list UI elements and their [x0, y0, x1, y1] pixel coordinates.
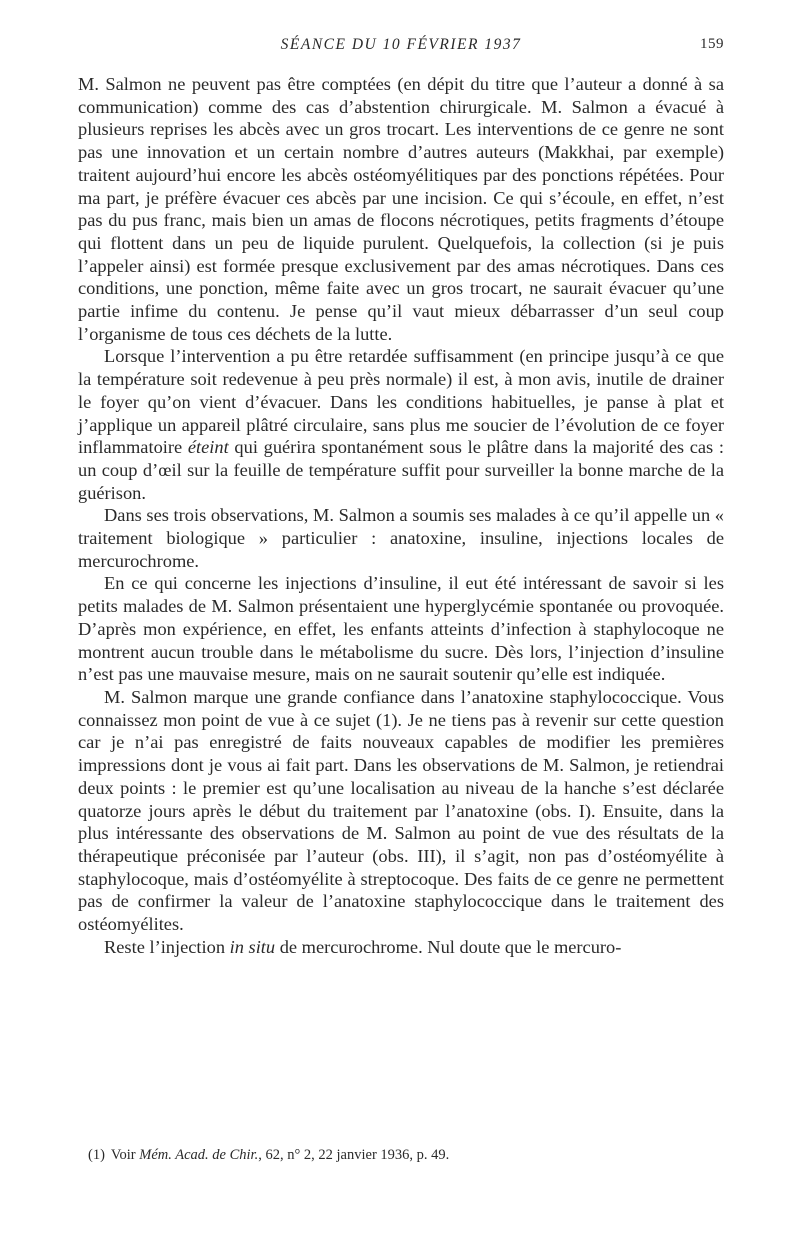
paragraph-3: Dans ses trois observations, M. Salmon a soumis ses malades à ce qu’il appelle un « traitement biologique » particulier : anatoxine, insuline, injections locales de mercurochrome. — [78, 505, 724, 571]
paragraph-1: M. Salmon ne peuvent pas être comptées (en dépit du titre que l’auteur a donné à sa communication) comme des cas d’abstention chirurgicale. M. Salmon a évacué à plusieurs reprises les abcès avec un gros trocart. Les interventions de ce genre ne sont pas une innovation et un certain nombre d’autres auteurs (Makkhai, par exemple) traitent aujourd’hui encore les abcès ostéomyélitiques par des ponctions répétées. Pour ma part, je préfère évacuer ces abcès par une incision. Ce qui s’écoule, en effet, n’est pas du pus franc, mais bien un amas de flocons nécrotiques, petits fragments d’étoupe qui flottent dans un peu de liquide purulent. Quelquefois, la collection (si je puis l’appeler ainsi) est formée presque exclusivement par des amas nécrotiques. Dans ces conditions, une ponction, même faite avec un gros trocart, ne saurait évacuer qu’une partie infime du contenu. Je pense qu’il vaut mieux débarrasser d’un seul coup l’organisme de tous ces déchets de la lutte. — [78, 74, 724, 344]
paragraph-6-part-1: Reste l’injection — [104, 936, 230, 957]
paragraph-6-part-2: de mercurochrome. Nul doute que le mercuro- — [275, 936, 622, 957]
paragraph-5: M. Salmon marque une grande confiance dans l’anatoxine staphylococcique. Vous connaissez mon point de vue à ce sujet (1). Je ne tiens pas à revenir sur cette question car je n’ai pas enregistré de faits nouveaux capables de modifier les premières impressions dont je vous ai fait part. Dans les observations de M. Salmon, je retiendrai deux points : le premier est qu’une localisation au niveau de la hanche s’est déclarée quatorze jours après le début du traitement par l’anatoxine (obs. I). Ensuite, dans la plus intéressante des observations de M. Salmon au point de vue des résultats de la thérapeutique préconisée par l’auteur (obs. III), il s’agit, non pas d’ostéomyélite à staphylocoque, mais d’ostéomyélite à streptocoque. Des faits de ce genre ne permettent pas de confirmer la valeur de l’anatoxine staphylococcique dans le traitement des ostéomyélites. — [78, 686, 724, 935]
paragraph-4: En ce qui concerne les injections d’insuline, il eut été intéressant de savoir si les petits malades de M. Salmon présentaient une hyperglycémie spontanée ou provoquée. D’après mon expérience, en effet, les enfants atteints d’infection à staphylocoque ne montrent aucun trouble dans le métabolisme du sucre. Dès lors, l’injection d’insuline n’est pas une mauvaise mesure, mais on ne saurait soutenir qu’elle est indiquée. — [78, 573, 724, 685]
body-text — [78, 73, 724, 958]
footnote-text-2: , 62, n° 2, 22 janvier 1936, p. 49. — [258, 1147, 450, 1163]
paragraph-2-part-2: qui guérira spontanément sous le plâtre dans la majorité des cas : un coup d’œil sur la feuille de température suffit pour surveiller la bonne marche de la guérison. — [78, 437, 724, 503]
paragraph-6 — [78, 936, 724, 959]
footnote-text-1: Voir — [110, 1147, 140, 1163]
paragraph-2-italic: éteint — [187, 437, 229, 458]
paragraph-2-part-1: Lorsque l’intervention a pu être retardée suffisamment (en principe jusqu’à ce que la température soit redevenue à peu près normale) il est, à mon avis, inutile de drainer le foyer qu’on vient d’évacuer. Dans les conditions habituelles, je panse à plat et j’applique un appareil plâtré circulaire, sans plus me soucier de l’évolution de ce foyer inflammatoire — [78, 346, 724, 458]
footnote-journal: Mém. Acad. de Chir. — [139, 1147, 259, 1163]
running-title: SÉANCE DU 10 FÉVRIER 1937 — [280, 36, 522, 53]
page-number: 159 — [700, 36, 724, 52]
page-header — [78, 36, 724, 58]
paragraph-6-italic: in situ — [229, 936, 276, 957]
footnote-mark: (1) — [88, 1147, 105, 1163]
paragraph-2 — [78, 345, 724, 504]
footnote — [88, 1146, 724, 1164]
